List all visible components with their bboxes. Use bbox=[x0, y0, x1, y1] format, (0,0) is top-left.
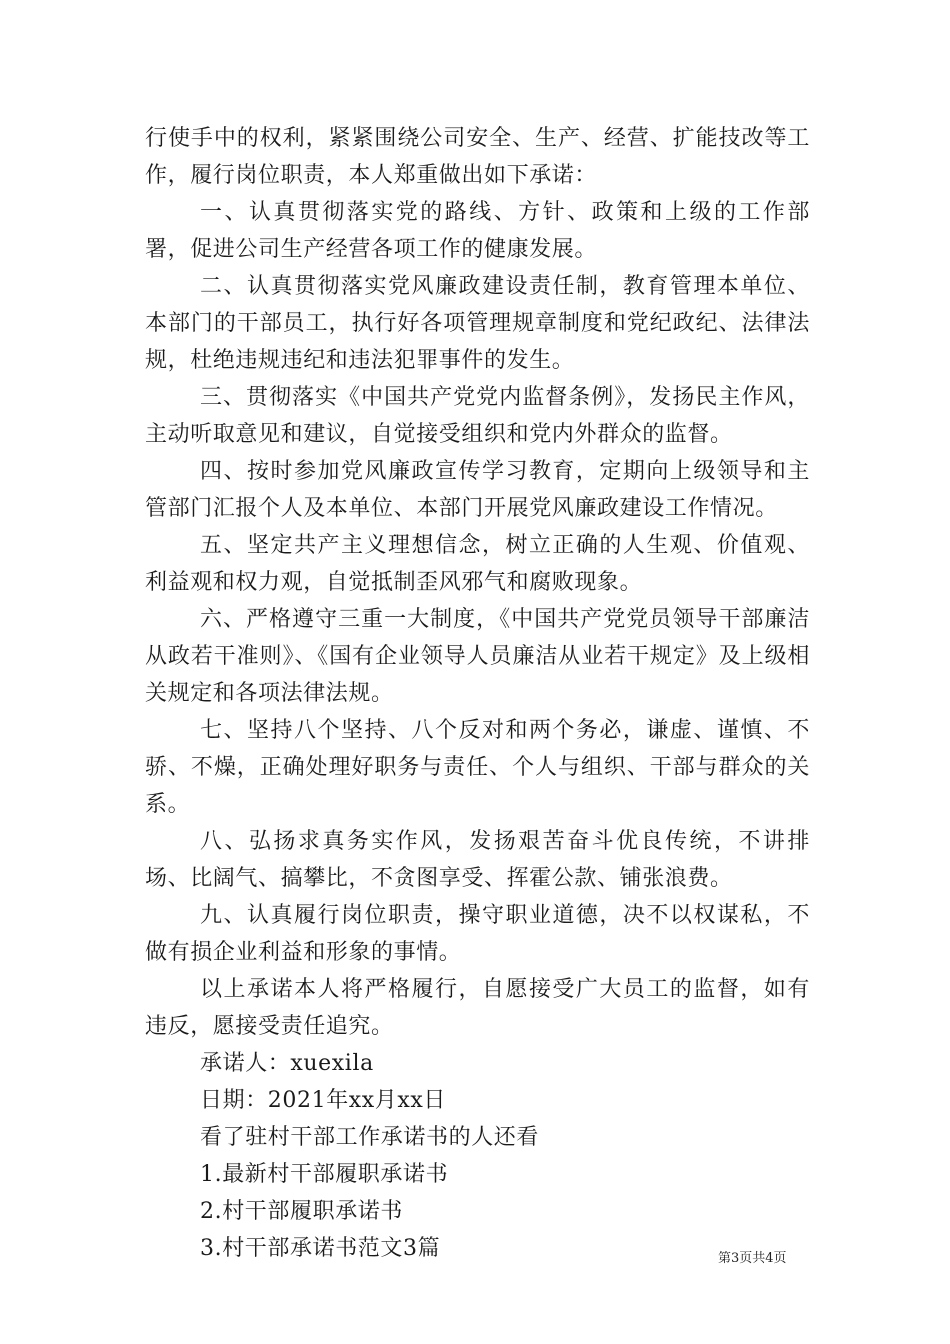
paragraph-item-1: 一、认真贯彻落实党的路线、方针、政策和上级的工作部署，促进公司生产经营各项工作的健康发展。 bbox=[145, 200, 810, 262]
paragraph-item-4: 四、按时参加党风廉政宣传学习教育，定期向上级领导和主管部门汇报个人及本单位、本部门开展党风廉政建设工作情况。 bbox=[145, 459, 810, 521]
related-link-1[interactable]: 1.最新村干部履职承诺书 bbox=[200, 1162, 449, 1187]
related-link-2[interactable]: 2.村干部履职承诺书 bbox=[200, 1199, 403, 1224]
related-link-3[interactable]: 3.村干部承诺书范文3篇 bbox=[200, 1236, 441, 1261]
signatory-line: 承诺人：xuexila bbox=[200, 1051, 374, 1076]
paragraph-item-9: 九、认真履行岗位职责，操守职业道德，决不以权谋私，不做有损企业利益和形象的事情。 bbox=[145, 903, 810, 965]
paragraph-item-3: 三、贯彻落实《中国共产党党内监督条例》，发扬民主作风，主动听取意见和建议，自觉接受组织和党内外群众的监督。 bbox=[145, 385, 810, 447]
document-body bbox=[145, 120, 810, 1267]
paragraph-item-5: 五、坚定共产主义理想信念，树立正确的人生观、价值观、利益观和权力观，自觉抵制歪风邪气和腐败现象。 bbox=[145, 533, 810, 595]
paragraph-intro: 行使手中的权利，紧紧围绕公司安全、生产、经营、扩能技改等工作，履行岗位职责，本人郑重做出如下承诺： bbox=[145, 126, 810, 188]
paragraph-item-8: 八、弘扬求真务实作风，发扬艰苦奋斗优良传统，不讲排场、比阔气、搞攀比，不贪图享受、挥霍公款、铺张浪费。 bbox=[145, 829, 810, 891]
date-line: 日期：2021年xx月xx日 bbox=[200, 1088, 447, 1113]
paragraph-item-6: 六、严格遵守三重一大制度，《中国共产党党员领导干部廉洁从政若干准则》、《国有企业领导人员廉洁从业若干规定》及上级相关规定和各项法律法规。 bbox=[145, 607, 810, 706]
page-number-footer: 第3页共4页 bbox=[718, 1251, 787, 1266]
paragraph-item-7: 七、坚持八个坚持、八个反对和两个务必，谦虚、谨慎、不骄、不燥，正确处理好职务与责任、个人与组织、干部与群众的关系。 bbox=[145, 718, 810, 817]
related-heading: 看了驻村干部工作承诺书的人还看 bbox=[200, 1125, 540, 1150]
paragraph-item-2: 二、认真贯彻落实党风廉政建设责任制，教育管理本单位、本部门的干部员工，执行好各项管理规章制度和党纪政纪、法律法规，杜绝违规违纪和违法犯罪事件的发生。 bbox=[145, 274, 810, 373]
paragraph-closing: 以上承诺本人将严格履行，自愿接受广大员工的监督，如有违反，愿接受责任追究。 bbox=[145, 977, 810, 1039]
